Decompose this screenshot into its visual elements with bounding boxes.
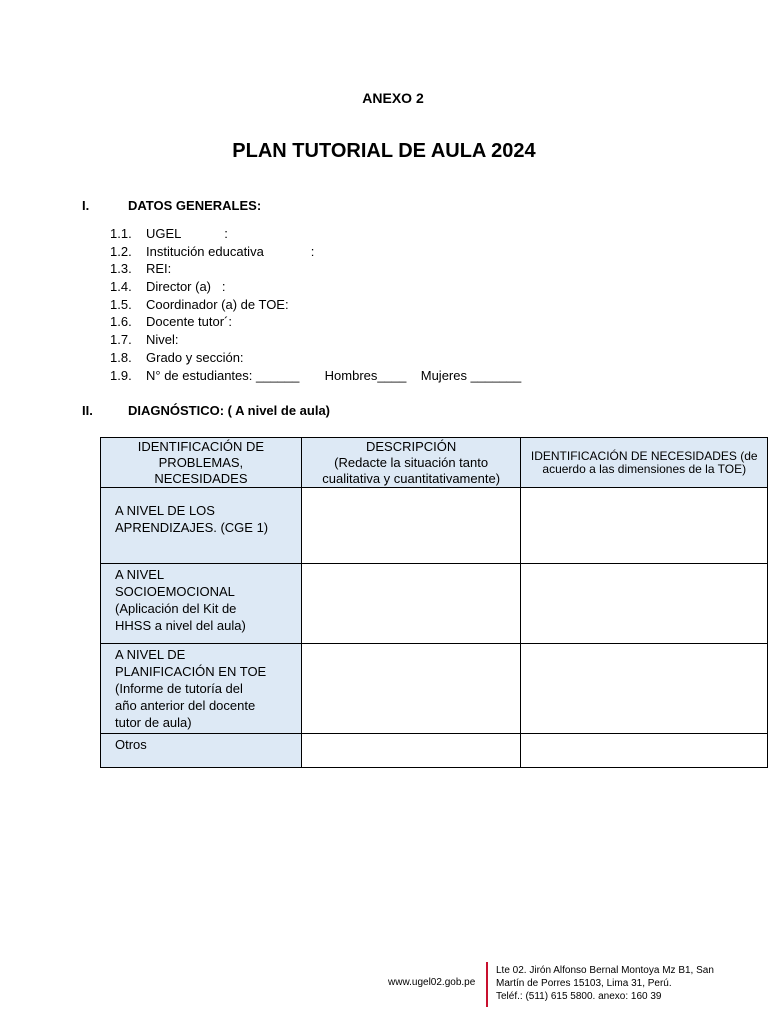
row-label-planning: A NIVEL DE PLANIFICACIÓN EN TOE (Informe de tutoría del año anterior del docente tutor de aula): [101, 644, 302, 734]
list-item: [110, 225, 228, 243]
list-item: [110, 367, 521, 385]
section2-number: II.: [82, 403, 93, 418]
list-item: [110, 260, 171, 278]
footer-divider: [486, 962, 488, 1007]
needs-cell[interactable]: [521, 734, 768, 768]
header-needs: IDENTIFICACIÓN DE NECESIDADES (de acuerdo a las dimensiones de la TOE): [521, 438, 768, 488]
row-label-learning: A NIVEL DE LOS APRENDIZAJES. (CGE 1): [101, 488, 302, 564]
description-cell[interactable]: [301, 734, 521, 768]
item-number: 1.6.: [110, 314, 132, 329]
description-cell[interactable]: [301, 488, 521, 564]
section1-number: I.: [82, 198, 90, 213]
section2-title: DIAGNÓSTICO: ( A nivel de aula): [128, 403, 331, 418]
footer-website: www.ugel02.gob.pe: [388, 977, 476, 988]
row-label-others: Otros: [101, 734, 302, 768]
item-text: UGEL :: [146, 226, 228, 241]
list-item: [110, 313, 232, 331]
item-text: Nivel:: [146, 332, 179, 347]
item-number: 1.3.: [110, 261, 132, 276]
item-text: Director (a) :: [146, 279, 226, 294]
table-row: [101, 734, 768, 768]
table-row: [101, 488, 768, 564]
item-text: Coordinador (a) de TOE:: [146, 297, 289, 312]
description-cell[interactable]: [301, 564, 521, 644]
table-row: [101, 564, 768, 644]
item-number: 1.8.: [110, 350, 132, 365]
item-text: Grado y sección:: [146, 350, 244, 365]
list-item: [110, 331, 179, 349]
header-description: DESCRIPCIÓN (Redacte la situación tanto cualitativa y cuantitativamente): [301, 438, 521, 488]
header-problems: IDENTIFICACIÓN DE PROBLEMAS, NECESIDADES: [101, 438, 302, 488]
item-number: 1.9.: [110, 368, 132, 383]
table-header-row: [101, 438, 768, 488]
table-row: [101, 644, 768, 734]
footer-address: Lte 02. Jirón Alfonso Bernal Montoya Mz B1, San Martín de Porres 15103, Lima 31, Perú. Teléf.: (511) 615 5800. anexo: 160 39: [496, 965, 714, 1002]
list-item: [110, 296, 289, 314]
item-number: 1.7.: [110, 332, 132, 347]
item-text: N° de estudiantes: ______ Hombres____ Mujeres _______: [146, 368, 522, 383]
needs-cell[interactable]: [521, 564, 768, 644]
needs-cell[interactable]: [521, 644, 768, 734]
item-number: 1.1.: [110, 226, 132, 241]
page-title: PLAN TUTORIAL DE AULA 2024: [232, 140, 536, 162]
item-number: 1.4.: [110, 279, 132, 294]
item-number: 1.2.: [110, 244, 132, 259]
item-number: 1.5.: [110, 297, 132, 312]
annex-label: ANEXO 2: [362, 90, 424, 106]
diagnosis-table: [100, 437, 768, 768]
needs-cell[interactable]: [521, 488, 768, 564]
row-label-socioemotional: A NIVEL SOCIOEMOCIONAL (Aplicación del Kit de HHSS a nivel del aula): [101, 564, 302, 644]
section1-title: DATOS GENERALES:: [128, 198, 262, 213]
list-item: [110, 349, 244, 367]
list-item: [110, 278, 225, 296]
item-text: REI:: [146, 261, 172, 276]
description-cell[interactable]: [301, 644, 521, 734]
item-text: Docente tutor´:: [146, 314, 232, 329]
list-item: [110, 243, 314, 261]
item-text: Institución educativa :: [146, 244, 315, 259]
